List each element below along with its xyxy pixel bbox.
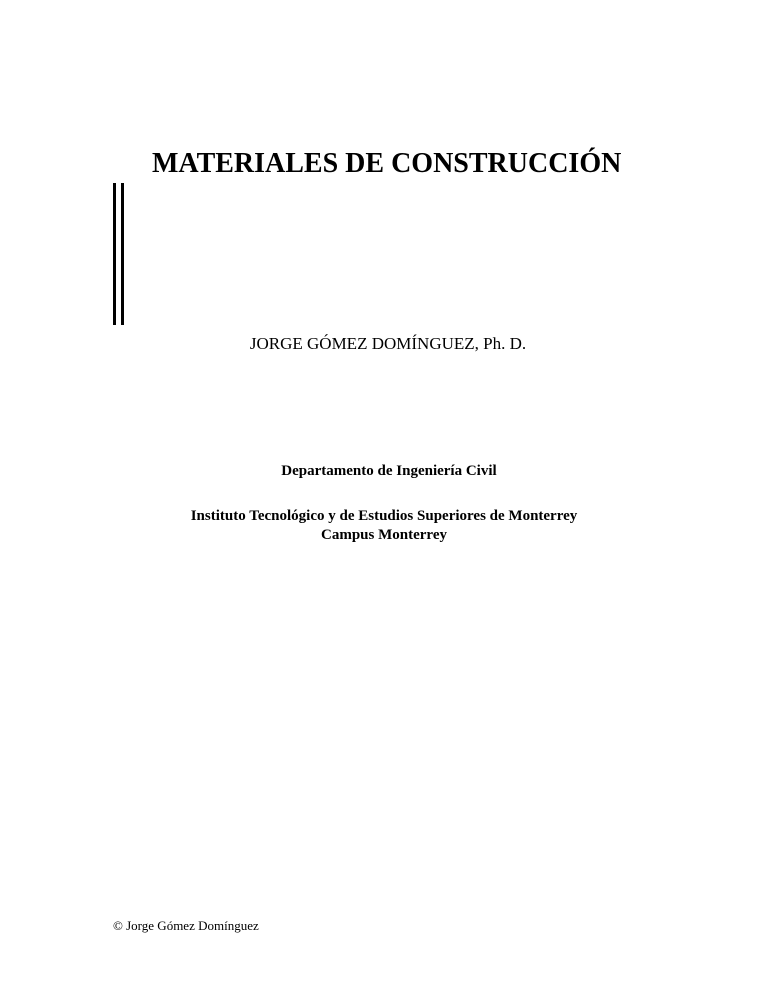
department-name: Departamento de Ingeniería Civil (281, 463, 497, 479)
decorative-vertical-rule (113, 183, 116, 325)
decorative-vertical-rule (121, 183, 124, 325)
copyright-notice: © Jorge Gómez Domínguez (113, 918, 259, 933)
author-name: JORGE GÓMEZ DOMÍNGUEZ, Ph. D. (249, 334, 527, 353)
institution-name: Instituto Tecnológico y de Estudios Superiores de Monterrey (190, 508, 578, 524)
document-title: MATERIALES DE CONSTRUCCIÓN (152, 148, 622, 179)
campus-name: Campus Monterrey (321, 527, 447, 543)
